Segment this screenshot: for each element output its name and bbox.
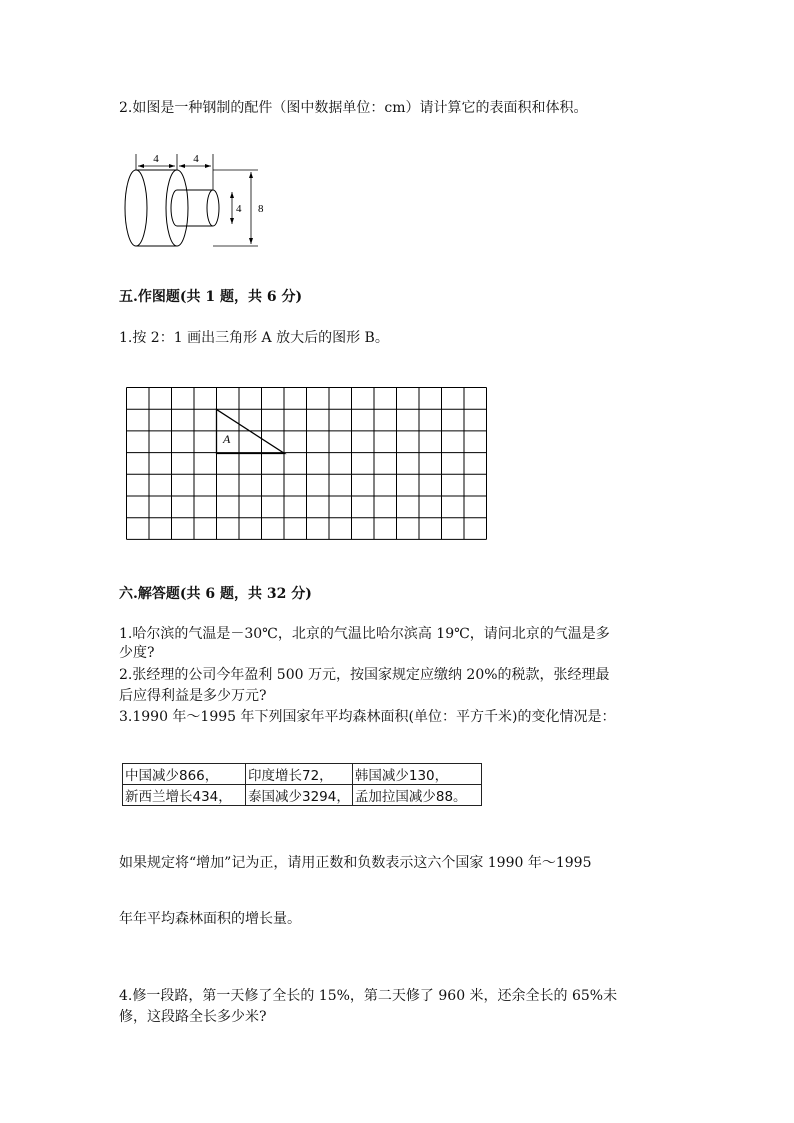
section-5-heading: 五.作图题(共 1 题，共 6 分)	[119, 289, 303, 305]
table-cell: 韩国减少130，	[352, 764, 481, 785]
table-row	[123, 785, 482, 806]
drawing-grid	[125, 386, 491, 541]
s6-q4-line1: 4.修一段路，第一天修了全长的 15%，第二天修了 960 米，还余全长的 65%未	[119, 988, 618, 1004]
dim-big-height: 8	[258, 203, 264, 215]
forest-change-table	[122, 763, 482, 806]
table-cell: 中国减少866，	[123, 764, 246, 785]
steel-part-diagram	[118, 148, 278, 252]
question-2-text: 2.如图是一种钢制的配件（图中数据单位：cm）请计算它的表面积和体积。	[119, 100, 588, 116]
s6-q3-line2: 如果规定将“增加”记为正，请用正数和负数表示这六个国家 1990 年～1995	[119, 855, 592, 871]
section-6-heading: 六.解答题(共 6 题，共 32 分)	[119, 586, 312, 602]
table-cell: 新西兰增长434，	[123, 785, 246, 806]
s6-q4-line2: 修，这段路全长多少米?	[119, 1009, 267, 1025]
section-5-question-1: 1.按 2：1 画出三角形 A 放大后的图形 B。	[119, 330, 389, 346]
table-row	[123, 764, 482, 785]
s6-q2-line2: 后应得利益是多少万元?	[119, 688, 267, 704]
s6-q1-line2: 少度?	[119, 645, 155, 661]
table-cell: 孟加拉国减少88。	[352, 785, 481, 806]
dim-small-height: 4	[236, 203, 242, 215]
s6-q3-line3: 年年平均森林面积的增长量。	[119, 911, 301, 927]
table-cell: 印度增长72，	[246, 764, 353, 785]
dim-right-width: 4	[193, 153, 199, 165]
s6-q3-line1: 3.1990 年～1995 年下列国家年平均森林面积(单位：平方千米)的变化情况是：	[119, 709, 616, 725]
dim-left-width: 4	[153, 153, 159, 165]
s6-q2-line1: 2.张经理的公司今年盈利 500 万元，按国家规定应缴纳 20%的税款，张经理最	[119, 667, 610, 683]
triangle-label: A	[223, 432, 231, 446]
table-cell: 泰国减少3294，	[246, 785, 353, 806]
s6-q1-line1: 1.哈尔滨的气温是－30℃，北京的气温比哈尔滨高 19℃，请问北京的气温是多	[119, 626, 610, 642]
